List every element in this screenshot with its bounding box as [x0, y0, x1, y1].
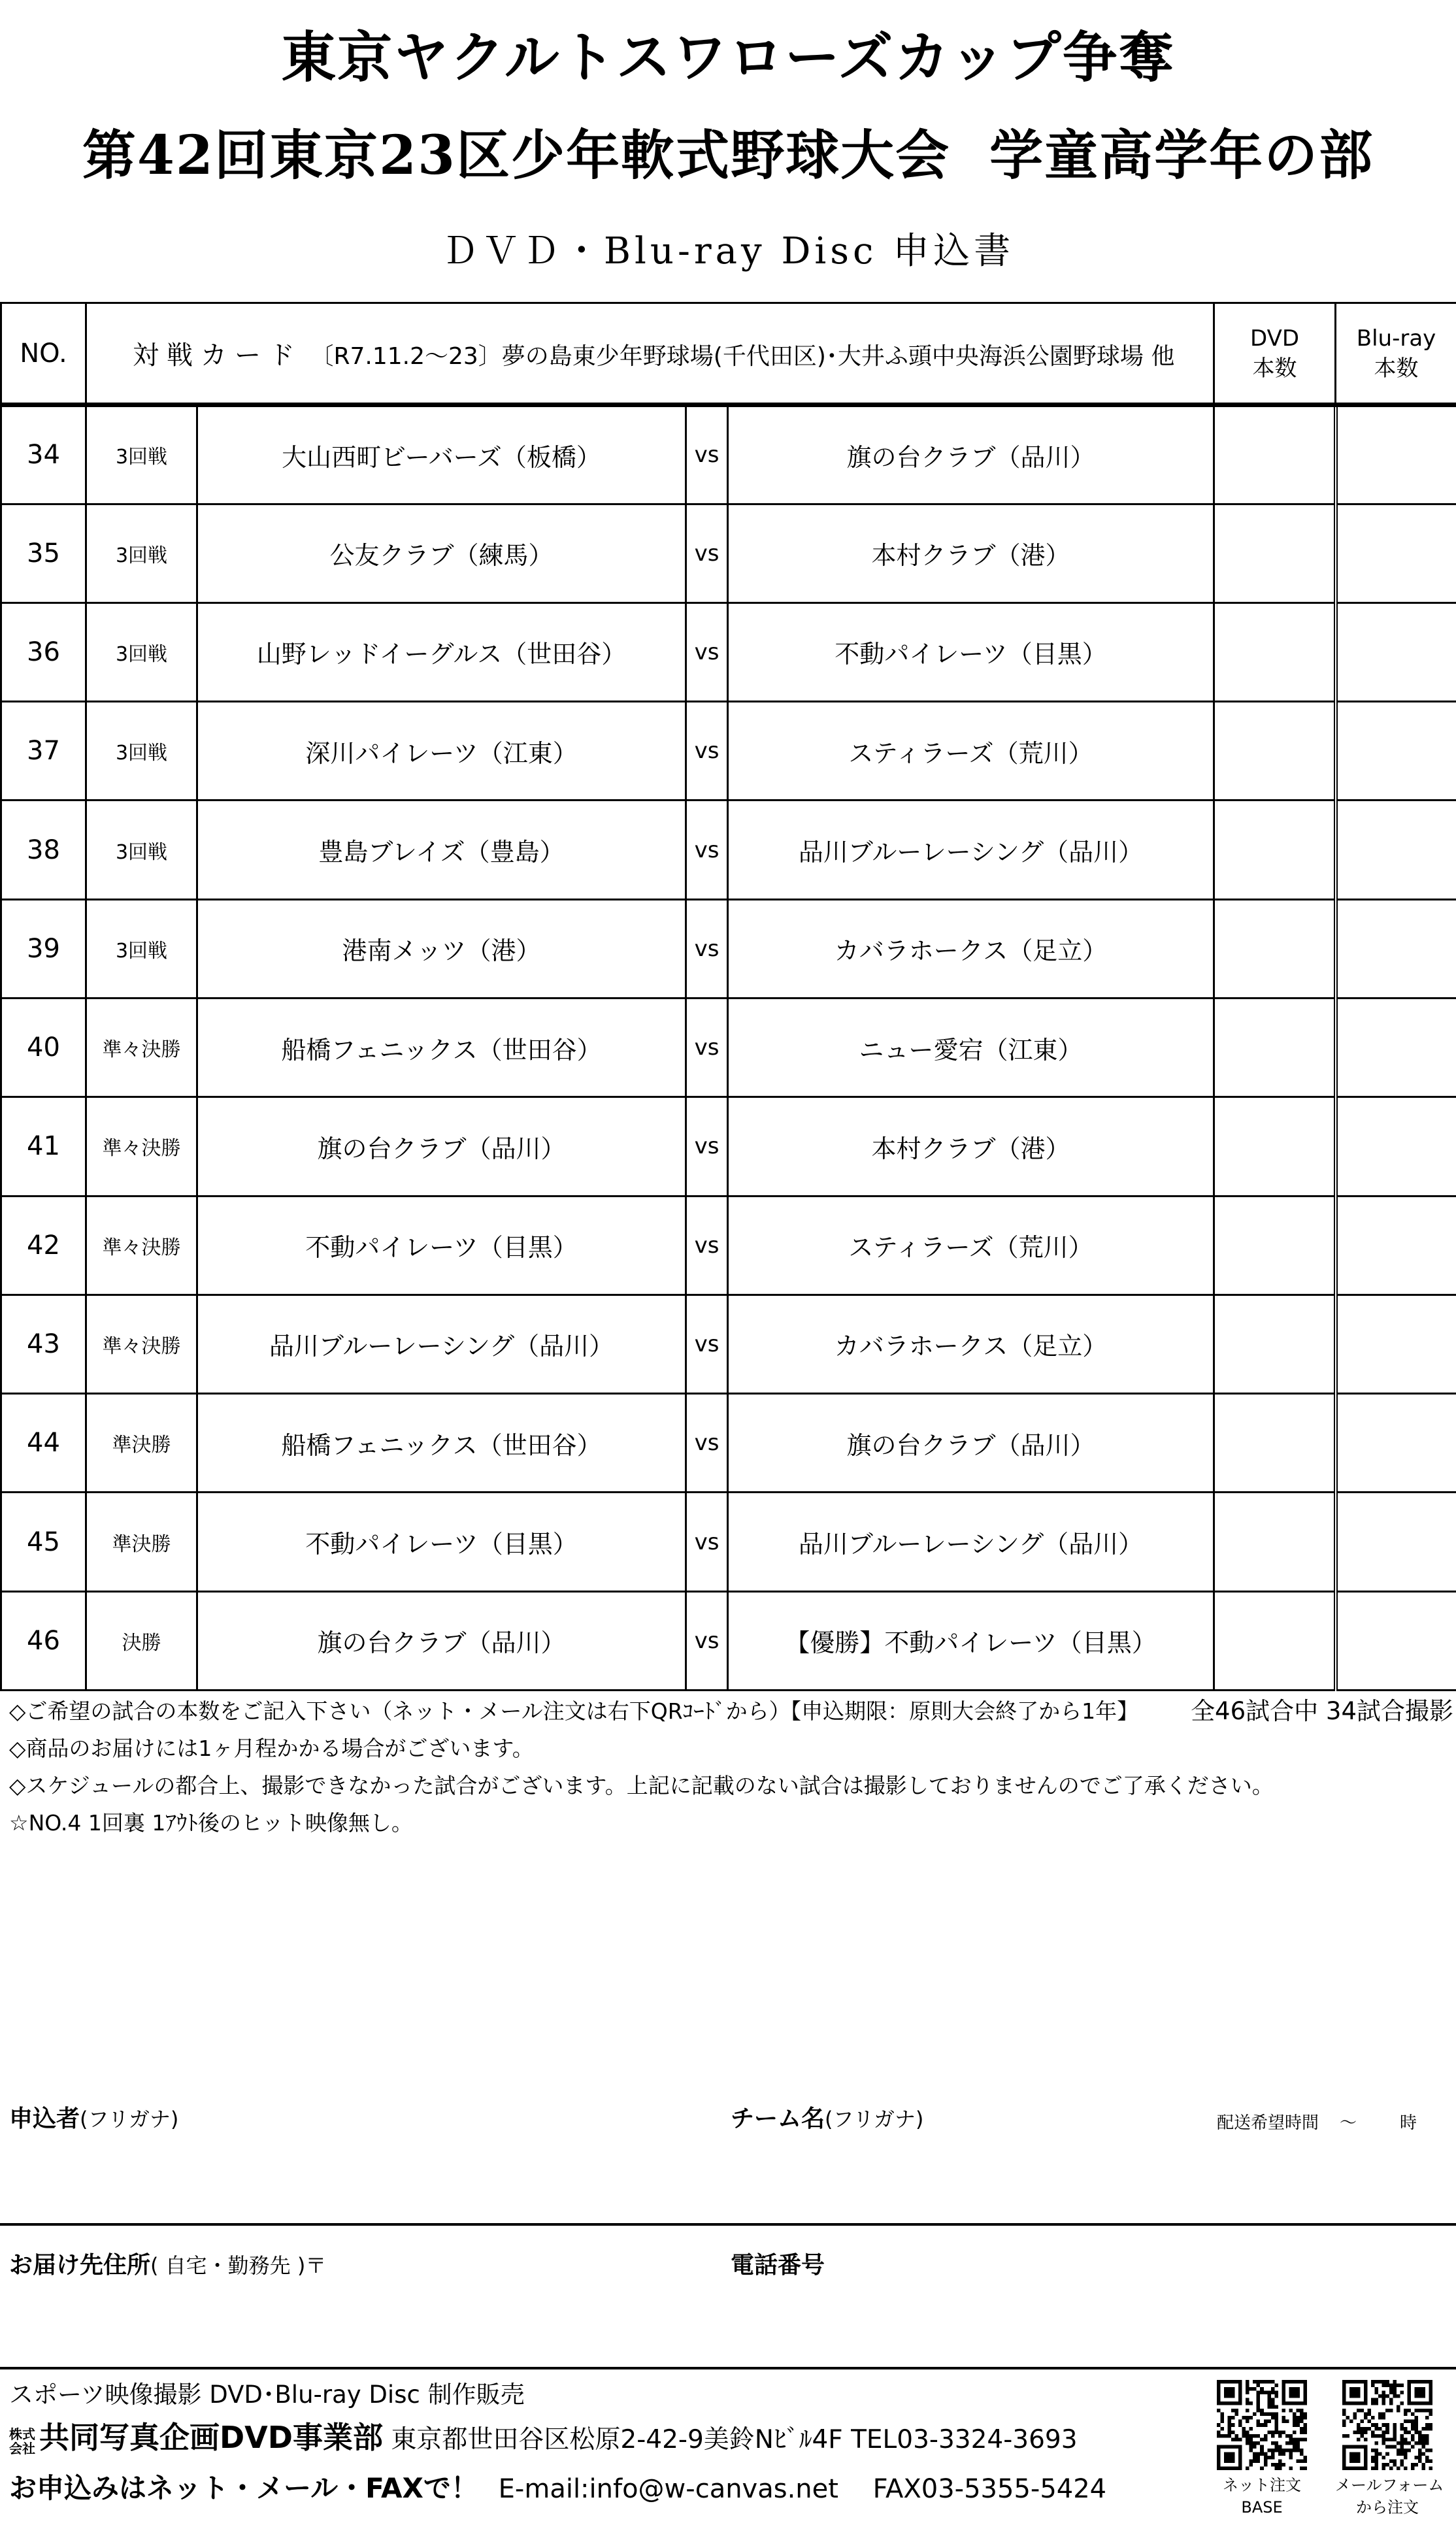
match-round: 準々決勝 — [86, 1196, 197, 1295]
away-team: 旗の台クラブ（品川） — [728, 1394, 1214, 1493]
table-row — [1, 504, 1456, 602]
title-line1: 東京ヤクルトスワローズカップ争奪 — [281, 25, 1175, 90]
bluray-qty-cell[interactable] — [1336, 800, 1456, 899]
match-round: 準々決勝 — [86, 1295, 197, 1393]
order-table — [0, 302, 1456, 1691]
vs-label: vs — [686, 1591, 728, 1690]
home-team: 港南メッツ（港） — [197, 899, 686, 998]
home-team: 不動パイレーツ（目黒） — [197, 1196, 686, 1295]
bluray-qty-cell[interactable] — [1336, 602, 1456, 701]
note-line4: ☆NO.4 1回裏 1ｱｳﾄ後のヒット映像無し。 — [9, 1810, 413, 1836]
vs-label: vs — [686, 405, 728, 504]
dvd-qty-cell[interactable] — [1214, 504, 1336, 602]
match-no: 43 — [1, 1295, 86, 1393]
vs-label: vs — [686, 800, 728, 899]
header-bluray-unit: 本数 — [1374, 355, 1419, 382]
qr2-caption-line1: メールフォーム — [1335, 2476, 1444, 2494]
vs-label: vs — [686, 1097, 728, 1196]
team-field-label — [731, 2100, 923, 2134]
order-call: お申込みはネット・メール・FAXで！ — [9, 2472, 478, 2504]
address-note: ( 自宅・勤務先 )〒 — [150, 2253, 327, 2278]
table-row — [1, 1394, 1456, 1493]
qr-code-base-order[interactable] — [1217, 2380, 1307, 2470]
vs-label: vs — [686, 602, 728, 701]
home-team: 不動パイレーツ（目黒） — [197, 1493, 686, 1591]
qr-code-mail-form[interactable] — [1342, 2380, 1432, 2470]
bluray-qty-cell[interactable] — [1336, 1196, 1456, 1295]
away-team: スティラーズ（荒川） — [728, 702, 1214, 800]
notes — [9, 1692, 1453, 1841]
header-match-card — [86, 303, 1214, 405]
company-address-tel: 東京都世田谷区松原2-42-9美鈴Nﾋﾞﾙ4F TEL03-3324-3693 — [391, 2425, 1078, 2454]
qr1-caption — [1210, 2474, 1314, 2518]
delivery-time-unit: 時 — [1400, 2113, 1417, 2133]
home-team: 深川パイレーツ（江東） — [197, 702, 686, 800]
match-no: 37 — [1, 702, 86, 800]
header-card-detail: 〔R7.11.2～23〕夢の島東少年野球場(千代田区)･大井ふ頭中央海浜公園野球場 他 — [310, 343, 1175, 371]
header-no: NO. — [1, 303, 86, 405]
home-team: 豊島ブレイズ（豊島） — [197, 800, 686, 899]
match-no: 35 — [1, 504, 86, 602]
home-team: 旗の台クラブ（品川） — [197, 1591, 686, 1690]
match-no: 40 — [1, 998, 86, 1097]
vs-label: vs — [686, 1493, 728, 1591]
match-no: 44 — [1, 1394, 86, 1493]
dvd-qty-cell[interactable] — [1214, 1591, 1336, 1690]
match-round: 3回戦 — [86, 800, 197, 899]
dvd-qty-cell[interactable] — [1214, 1097, 1336, 1196]
header-bluray-label: Blu-ray — [1356, 325, 1436, 352]
bluray-qty-cell[interactable] — [1336, 504, 1456, 602]
match-round: 準決勝 — [86, 1493, 197, 1591]
match-round: 3回戦 — [86, 504, 197, 602]
bluray-qty-cell[interactable] — [1336, 1394, 1456, 1493]
address-field-label — [9, 2247, 326, 2280]
match-round: 決勝 — [86, 1591, 197, 1690]
match-no: 42 — [1, 1196, 86, 1295]
qr1-caption-line2: BASE — [1241, 2498, 1283, 2517]
note-order-instructions: ◇ご希望の試合の本数をご記入下さい（ネット・メール注文は右下QRｺｰﾄﾞから）【申込期限：原則大会終了から1年】 — [9, 1698, 1139, 1724]
note-line2: ◇商品のお届けには1ヶ月程かかる場合がございます。 — [9, 1736, 534, 1761]
applicant-divider — [0, 2223, 1456, 2226]
match-no: 38 — [1, 800, 86, 899]
table-row — [1, 899, 1456, 998]
match-no: 41 — [1, 1097, 86, 1196]
phone-field-label: 電話番号 — [731, 2252, 825, 2279]
table-row — [1, 1591, 1456, 1690]
footer-contact — [9, 2469, 1106, 2509]
title-line2 — [0, 116, 1456, 195]
bluray-qty-cell[interactable] — [1336, 1591, 1456, 1690]
delivery-time-field — [1217, 2109, 1417, 2134]
bluray-qty-cell[interactable] — [1336, 1295, 1456, 1393]
table-header-row — [1, 303, 1456, 405]
footer-divider — [0, 2367, 1456, 2369]
company-prefix — [9, 2427, 35, 2456]
footer-service: スポーツ映像撮影 DVD･Blu-ray Disc 制作販売 — [9, 2381, 525, 2409]
match-round: 3回戦 — [86, 602, 197, 701]
vs-label: vs — [686, 899, 728, 998]
company-prefix-top: 株式 — [9, 2426, 35, 2442]
table-row — [1, 405, 1456, 504]
dvd-qty-cell[interactable] — [1214, 1493, 1336, 1591]
away-team: カバラホークス（足立） — [728, 1295, 1214, 1393]
away-team: 【優勝】不動パイレーツ（目黒） — [728, 1591, 1214, 1690]
home-team: 船橋フェニックス（世田谷） — [197, 998, 686, 1097]
header-dvd-qty — [1214, 303, 1336, 405]
company-name: 共同写真企画DVD事業部 — [39, 2420, 383, 2455]
header-bluray-qty — [1336, 303, 1456, 405]
away-team: 不動パイレーツ（目黒） — [728, 602, 1214, 701]
table-row — [1, 602, 1456, 701]
applicant-label: 申込者 — [9, 2105, 80, 2132]
home-team: 船橋フェニックス（世田谷） — [197, 1394, 686, 1493]
vs-label: vs — [686, 504, 728, 602]
qr2-caption — [1335, 2474, 1444, 2518]
table-row — [1, 1295, 1456, 1393]
table-row — [1, 702, 1456, 800]
away-team: 本村クラブ（港） — [728, 504, 1214, 602]
match-no: 45 — [1, 1493, 86, 1591]
qr1-caption-line1: ネット注文 — [1223, 2476, 1301, 2494]
dvd-qty-cell[interactable] — [1214, 702, 1336, 800]
dvd-qty-cell[interactable] — [1214, 998, 1336, 1097]
vs-label: vs — [686, 1295, 728, 1393]
vs-label: vs — [686, 998, 728, 1097]
team-kana-label: (フリガナ) — [825, 2107, 924, 2132]
delivery-time-wave: ～ — [1340, 2113, 1357, 2133]
header-card-label: 対戦カード — [133, 340, 303, 371]
away-team: 品川ブルーレーシング（品川） — [728, 800, 1214, 899]
match-round: 準々決勝 — [86, 998, 197, 1097]
bluray-qty-cell[interactable] — [1336, 702, 1456, 800]
home-team: 山野レッドイーグルス（世田谷） — [197, 602, 686, 701]
dvd-qty-cell[interactable] — [1214, 899, 1336, 998]
note-line3: ◇スケジュールの都合上、撮影できなかった試合がございます。上記に記載のない試合は撮影しておりませんのでご了承ください。 — [9, 1773, 1274, 1798]
away-team: 品川ブルーレーシング（品川） — [728, 1493, 1214, 1591]
table-row — [1, 998, 1456, 1097]
match-round: 準決勝 — [86, 1394, 197, 1493]
contact-email[interactable]: E-mail:info@w-canvas.net — [498, 2474, 838, 2504]
note-shot-count: 全46試合中 34試合撮影 — [1191, 1697, 1453, 1725]
footer-company — [9, 2418, 1078, 2460]
away-team: ニュー愛宕（江東） — [728, 998, 1214, 1097]
vs-label: vs — [686, 1394, 728, 1493]
dvd-qty-cell[interactable] — [1214, 405, 1336, 504]
home-team: 大山西町ビーバーズ（板橋） — [197, 405, 686, 504]
header-dvd-label: DVD — [1250, 325, 1300, 352]
header-dvd-unit: 本数 — [1252, 355, 1297, 382]
delivery-time-label: 配送希望時間 — [1217, 2113, 1319, 2133]
address-label: お届け先住所 — [9, 2252, 151, 2279]
qr2-caption-line2: から注文 — [1356, 2498, 1419, 2517]
bluray-qty-cell[interactable] — [1336, 405, 1456, 504]
home-team: 公友クラブ（練馬） — [197, 504, 686, 602]
match-no: 34 — [1, 405, 86, 504]
title-tournament: 第42回東京23区少年軟式野球大会 — [82, 124, 951, 187]
contact-fax: FAX03-5355-5424 — [872, 2474, 1107, 2504]
home-team: 旗の台クラブ（品川） — [197, 1097, 686, 1196]
match-no: 39 — [1, 899, 86, 998]
away-team: 本村クラブ（港） — [728, 1097, 1214, 1196]
bluray-qty-cell[interactable] — [1336, 1097, 1456, 1196]
form-subtitle: ＤＶＤ・Blu-ray Disc 申込書 — [441, 230, 1015, 272]
bluray-qty-cell[interactable] — [1336, 899, 1456, 998]
table-row — [1, 1196, 1456, 1295]
away-team: スティラーズ（荒川） — [728, 1196, 1214, 1295]
match-round: 準々決勝 — [86, 1097, 197, 1196]
away-team: 旗の台クラブ（品川） — [728, 405, 1214, 504]
title-division: 学童高学年の部 — [989, 124, 1374, 187]
away-team: カバラホークス（足立） — [728, 899, 1214, 998]
dvd-qty-cell[interactable] — [1214, 1196, 1336, 1295]
bluray-qty-cell[interactable] — [1336, 998, 1456, 1097]
dvd-qty-cell[interactable] — [1214, 602, 1336, 701]
table-row — [1, 800, 1456, 899]
dvd-qty-cell[interactable] — [1214, 800, 1336, 899]
vs-label: vs — [686, 702, 728, 800]
dvd-qty-cell[interactable] — [1214, 1394, 1336, 1493]
company-prefix-bottom: 会社 — [9, 2440, 35, 2456]
dvd-qty-cell[interactable] — [1214, 1295, 1336, 1393]
applicant-kana-label: (フリガナ) — [80, 2107, 179, 2132]
home-team: 品川ブルーレーシング（品川） — [197, 1295, 686, 1393]
table-row — [1, 1493, 1456, 1591]
note-line1 — [9, 1692, 1453, 1730]
bluray-qty-cell[interactable] — [1336, 1493, 1456, 1591]
match-no: 46 — [1, 1591, 86, 1690]
match-round: 3回戦 — [86, 702, 197, 800]
team-label: チーム名 — [731, 2105, 825, 2132]
match-round: 3回戦 — [86, 405, 197, 504]
match-round: 3回戦 — [86, 899, 197, 998]
applicant-field-label — [9, 2100, 178, 2134]
vs-label: vs — [686, 1196, 728, 1295]
table-row — [1, 1097, 1456, 1196]
match-no: 36 — [1, 602, 86, 701]
